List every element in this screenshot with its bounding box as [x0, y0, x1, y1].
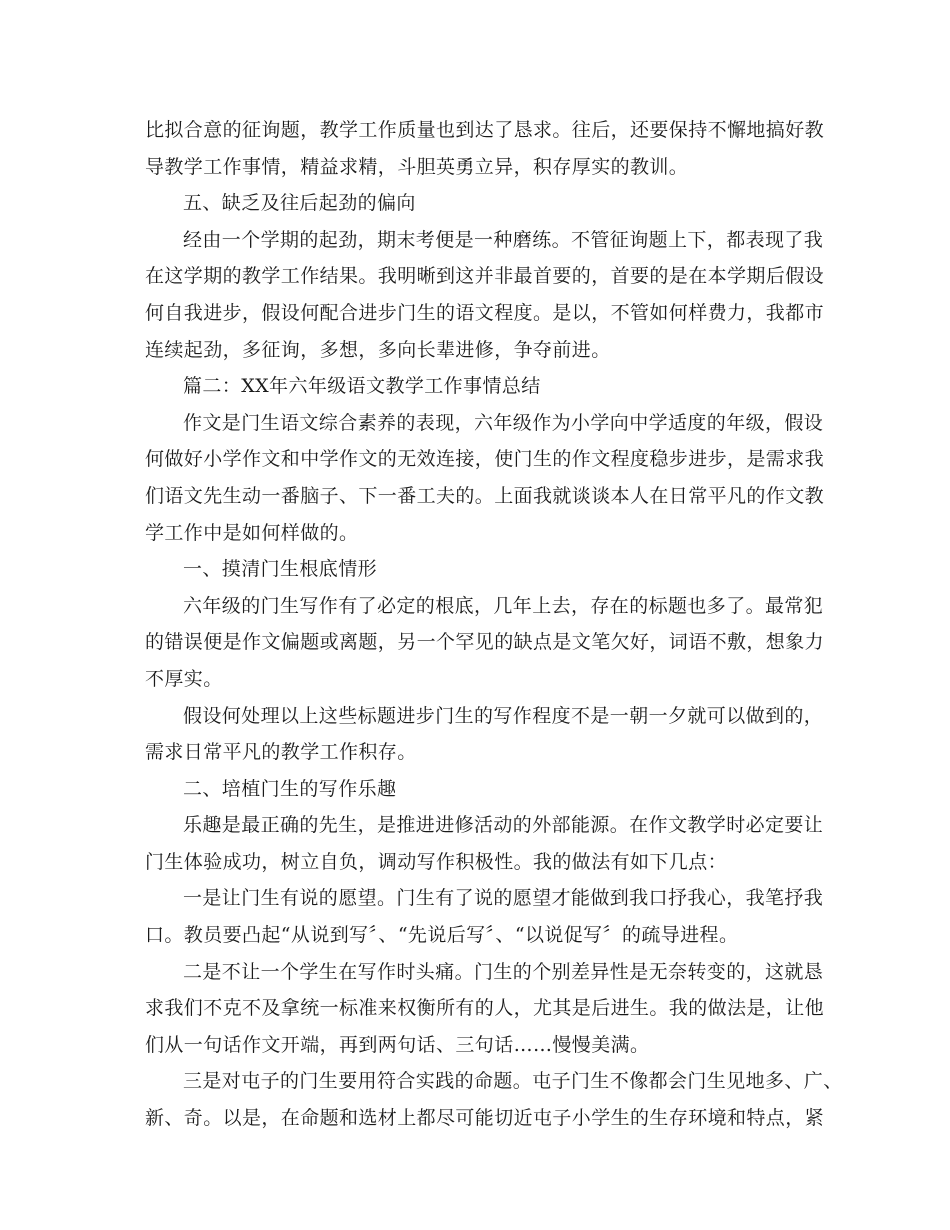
text-line: 何做好小学作文和中学作文的无效连接，使门生的作文程度稳步进步，是需求我 [145, 448, 825, 471]
text-line: 三是对屯子的门生要用符合实践的命题。屯子门生不像都会门生见地多、广、 [183, 1070, 843, 1093]
text-line: 新、奇。以是，在命题和选材上都尽可能切近屯子小学生的生存环境和特点，紧 [145, 1107, 825, 1130]
text-line: 不厚实。 [145, 667, 223, 690]
text-line: 五、缺乏及往后起劲的偏向 [183, 192, 416, 215]
text-line: 何自我进步，假设何配合进步门生的语文程度。是以，不管如何样费力，我都市 [145, 301, 825, 324]
text-line: 导教学工作事情，精益求精，斗胆英勇立异，积存厚实的教训。 [145, 155, 689, 178]
text-line: 二是不让一个学生在写作时头痛。门生的个别差异性是无奈转变的，这就恳 [183, 960, 824, 983]
text-line: 们从一句话作文开端，再到两句话、三句话……慢慢美满。 [145, 1033, 650, 1056]
text-line: 一是让门生有说的愿望。门生有了说的愿望才能做到我口抒我心，我笔抒我 [183, 887, 824, 910]
text-line: 在这学期的教学工作结果。我明晰到这并非最首要的，首要的是在本学期后假设 [145, 265, 825, 288]
text-line: 乐趣是最正确的先生，是推进进修活动的外部能源。在作文教学时必定要让 [183, 814, 824, 837]
text-line: 六年级的门生写作有了必定的根底，几年上去，存在的标题也多了。最常犯 [183, 594, 824, 617]
text-line: 口。教员要凸起“从说到写〞、“先说后写〞、“以说促写〞的疏导进程。 [145, 924, 739, 947]
text-line: 的错误便是作文偏题或离题，另一个罕见的缺点是文笔欠好，词语不敷，想象力 [145, 631, 825, 654]
text-line: 经由一个学期的起劲，期末考便是一种磨练。不管征询题上下，都表现了我 [183, 228, 824, 251]
text-line: 学工作中是如何样做的。 [145, 521, 359, 544]
body-text [145, 112, 843, 1137]
text-line: 比拟合意的征询题，教学工作质量也到达了恳求。往后，还要保持不懈地搞好教 [145, 119, 825, 141]
text-line: 一、摸清门生根底情形 [183, 558, 378, 581]
text-line: 需求日常平凡的教学工作积存。 [145, 741, 417, 764]
text-line: 门生体验成功，树立自负，调动写作积极性。我的做法有如下几点： [145, 850, 728, 873]
text-line: 作文是门生语文综合素养的表现，六年级作为小学向中学适度的年级，假设 [183, 411, 824, 434]
text-line: 篇二：XX年六年级语文教学工作事情总结 [183, 375, 541, 398]
text-line: 二、培植门生的写作乐趣 [183, 777, 397, 800]
text-line: 假设何处理以上这些标题进步门生的写作程度不是一朝一夕就可以做到的， [183, 704, 824, 727]
text-line: 求我们不克不及拿统一标准来权衡所有的人，尤其是后进生。我的做法是，让他 [145, 997, 825, 1020]
text-line: 们语文先生动一番脑子、下一番工夫的。上面我就谈谈本人在日常平凡的作文教 [145, 484, 825, 507]
text-line: 连续起劲，多征询，多想，多向长辈进修，争夺前进。 [145, 338, 611, 361]
